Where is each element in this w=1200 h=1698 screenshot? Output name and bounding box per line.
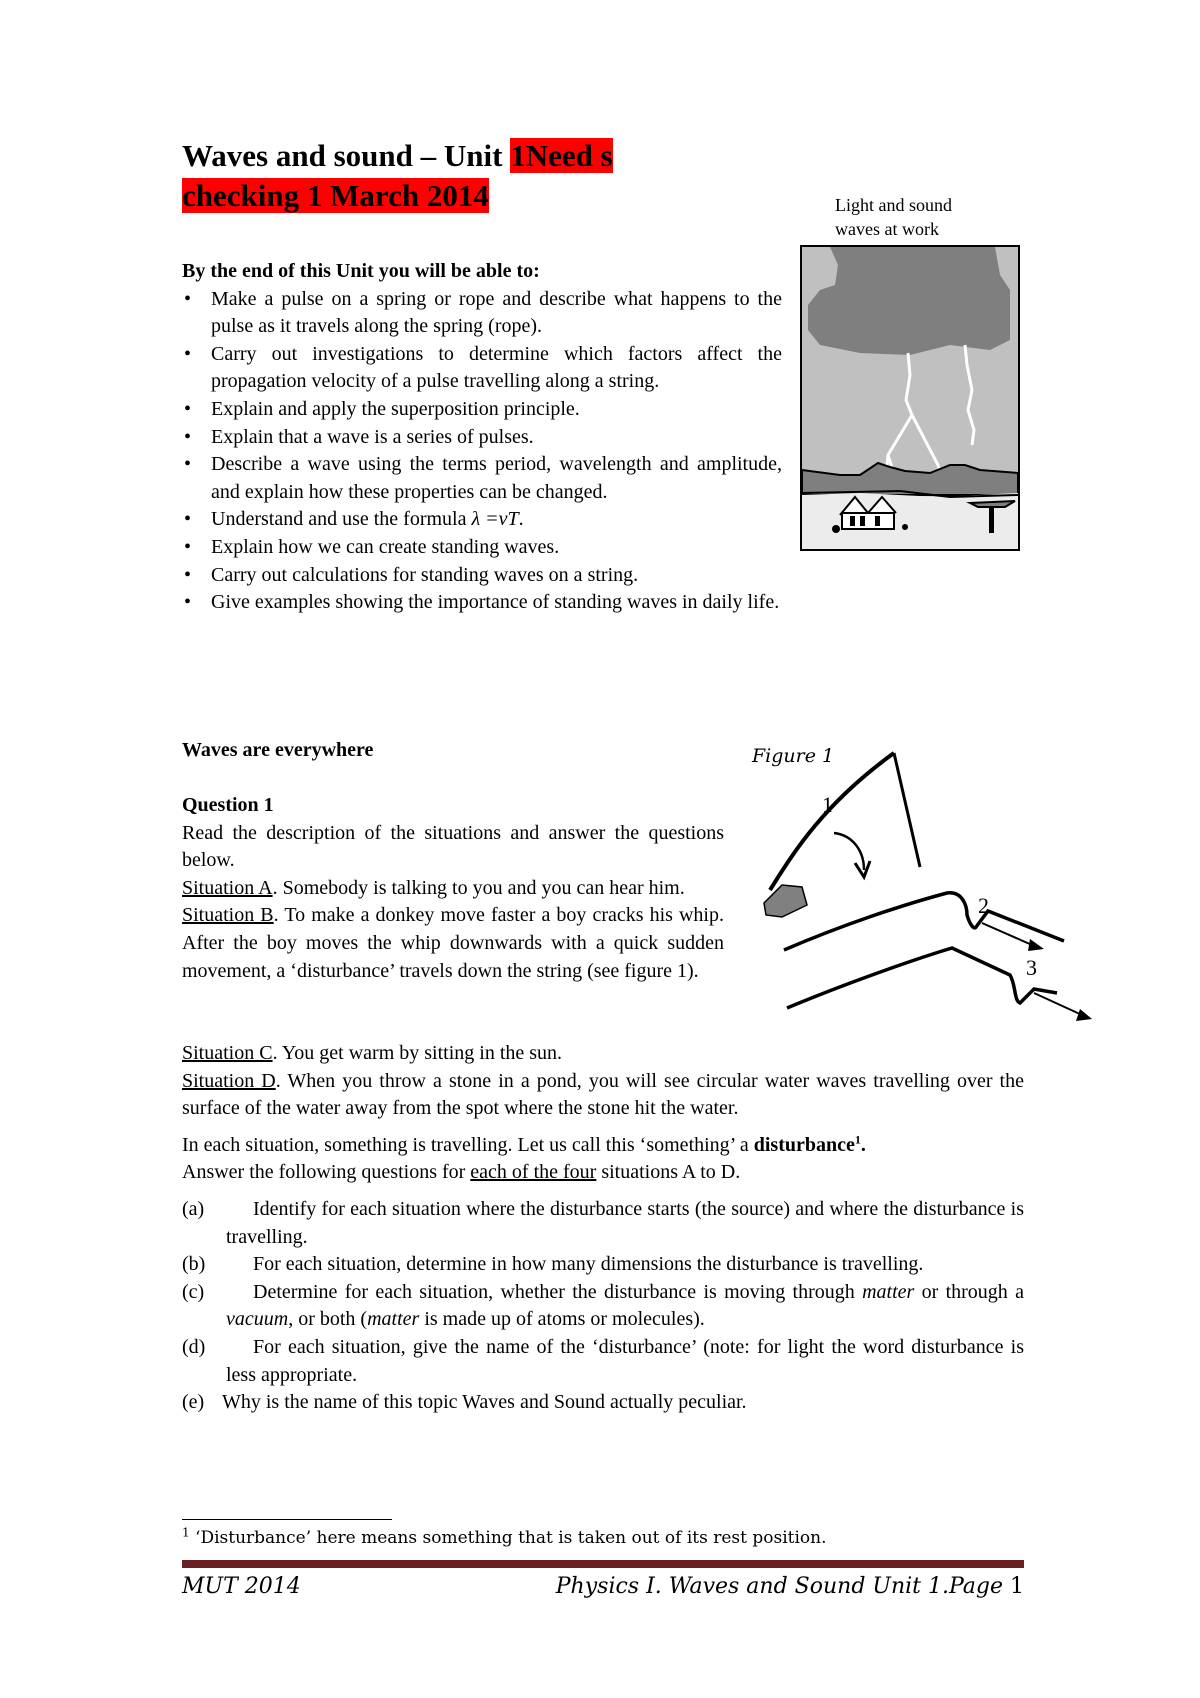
footnote-number: 1 [182, 1525, 190, 1540]
objective-item: • Carry out calculations for standing waves on a string. [182, 562, 1111, 590]
footer-left: MUT 2014 [182, 1574, 301, 1599]
footer-bar [182, 1560, 1024, 1568]
question-text: is made up of atoms or molecules). [419, 1308, 705, 1331]
page-title [182, 136, 613, 176]
formula-end: . [518, 508, 524, 531]
caption-line: Light and sound [835, 195, 952, 215]
title-highlight: 1Need s [510, 138, 613, 173]
question-text: Why is the name of this topic Waves and Sound actually peculiar. [222, 1391, 747, 1414]
objective-item: • Explain and apply the superposition principle. [182, 396, 782, 424]
disturbance-term: disturbance [753, 1133, 855, 1156]
title-highlight: checking 1 March 2014 [182, 178, 489, 213]
situation-text: Somebody is talking to you and you can hear him. [277, 876, 685, 899]
question-label: (d) [182, 1335, 206, 1358]
question-text: Identify for each situation where the disturbance starts (the source) and where the disturbance is travelling. [226, 1197, 1024, 1248]
question-label: (c) [182, 1280, 205, 1303]
side-figure-caption [835, 193, 952, 241]
punct: . [272, 1042, 278, 1064]
lightning-storm-icon [800, 245, 1020, 551]
situation-text: You get warm by sitting in the sun. [277, 1042, 563, 1064]
figure-label-3: 3 [1026, 955, 1037, 980]
question-text: Determine for each situation, whether the disturbance is moving through [253, 1280, 863, 1303]
situation-label: Situation B [182, 904, 274, 927]
question-text: For each situation, give the name of the ‘disturbance’ (note: for light the word disturbance is less appropriate. [226, 1335, 1024, 1386]
page-number: 1 [1010, 1574, 1024, 1599]
punct: . [275, 1069, 281, 1092]
objective-item-formula [182, 506, 1111, 534]
figure-label-1: 1 [822, 792, 833, 817]
figure-caption: Figure 1 [752, 745, 835, 767]
objectives-heading: By the end of this Unit you will be able to: [182, 260, 540, 282]
situation-label: Situation C [182, 1042, 273, 1064]
punct: . [272, 876, 278, 899]
para-text: In each situation, something is travelling. Let us call this ‘something’ a [182, 1133, 754, 1156]
page-title-line2 [182, 176, 489, 216]
objectives-list [182, 286, 782, 617]
question-1-block [182, 792, 724, 985]
figure-label-2: 2 [978, 893, 989, 918]
objective-item: • Carry out investigations to determine which factors affect the propagation velocity of a pulse travelling along a string. [182, 341, 782, 396]
instruction-paragraph [182, 1159, 1024, 1187]
footnote-divider [182, 1519, 392, 1520]
situation-label: Situation D [182, 1069, 276, 1092]
punct: . [860, 1133, 866, 1156]
footnote-ref: 1 [854, 1132, 861, 1147]
para-text: Answer the following questions for [182, 1161, 471, 1184]
question-label: (b) [182, 1253, 206, 1276]
footer-right [556, 1574, 1024, 1599]
situation-d [182, 1068, 1024, 1123]
objective-item: • Describe a wave using the terms period, wavelength and amplitude, and explain how these properties can be changed. [182, 451, 782, 506]
para-text: situations A to D. [596, 1161, 741, 1184]
formula: λ =νT [471, 508, 519, 531]
situation-text: To make a donkey move faster a boy cracks his whip. After the boy moves the whip downwards with a quick sudden movement, a ‘disturbance’ travels down the string (see figure 1). [182, 904, 724, 982]
question-label: (e) [182, 1391, 205, 1414]
section-heading: Waves are everywhere [182, 739, 374, 761]
emphasis: each of the four [470, 1161, 597, 1184]
question-text: , or both ( [288, 1308, 368, 1331]
question-label: (a) [182, 1197, 205, 1220]
title-text: Waves and sound – Unit [182, 138, 511, 173]
situation-c [182, 1040, 1024, 1068]
objective-item: • Explain that a wave is a series of pulses. [182, 424, 782, 452]
objective-item: • Give examples showing the importance of standing waves in daily life. [182, 589, 1111, 617]
footer-text: Physics I. Waves and Sound Unit 1.Page [555, 1574, 1010, 1599]
punct: . [273, 904, 279, 927]
question-intro: Read the description of the situations and answer the questions below. [182, 821, 724, 872]
situation-label: Situation A [182, 876, 273, 899]
situation-text: When you throw a stone in a pond, you will see circular water waves travelling over the surface of the water away from the spot where the stone hit the water. [182, 1069, 1024, 1120]
question-c [182, 1279, 1024, 1334]
storm-illustration [800, 245, 1020, 551]
caption-line: waves at work [835, 219, 939, 239]
whip-pulse-diagram-icon [752, 745, 1092, 1035]
italic-term: matter [367, 1308, 420, 1331]
objective-item: • Explain how we can create standing waves. [182, 534, 1111, 562]
question-text: For each situation, determine in how many dimensions the disturbance is travelling. [253, 1253, 924, 1276]
footnote-text: ‘Disturbance’ here means something that is taken out of its rest position. [189, 1528, 827, 1548]
question-e [182, 1389, 1024, 1417]
question-b [182, 1251, 1024, 1279]
footnote [182, 1525, 827, 1548]
question-text: or through a [914, 1280, 1024, 1303]
situation-a [182, 875, 724, 903]
objectives-block [182, 258, 782, 617]
question-title: Question 1 [182, 794, 274, 816]
question-a [182, 1196, 1024, 1251]
situations-continued [182, 1040, 1024, 1417]
situation-b [182, 902, 724, 985]
figure-1 [752, 745, 1092, 1035]
disturbance-paragraph [182, 1132, 1024, 1160]
question-d [182, 1334, 1024, 1389]
objective-text: Understand and use the formula [211, 508, 472, 531]
italic-term: matter [862, 1280, 915, 1303]
objective-item: • Make a pulse on a spring or rope and describe what happens to the pulse as it travels along the spring (rope). [182, 286, 782, 341]
italic-term: vacuum [226, 1308, 289, 1331]
